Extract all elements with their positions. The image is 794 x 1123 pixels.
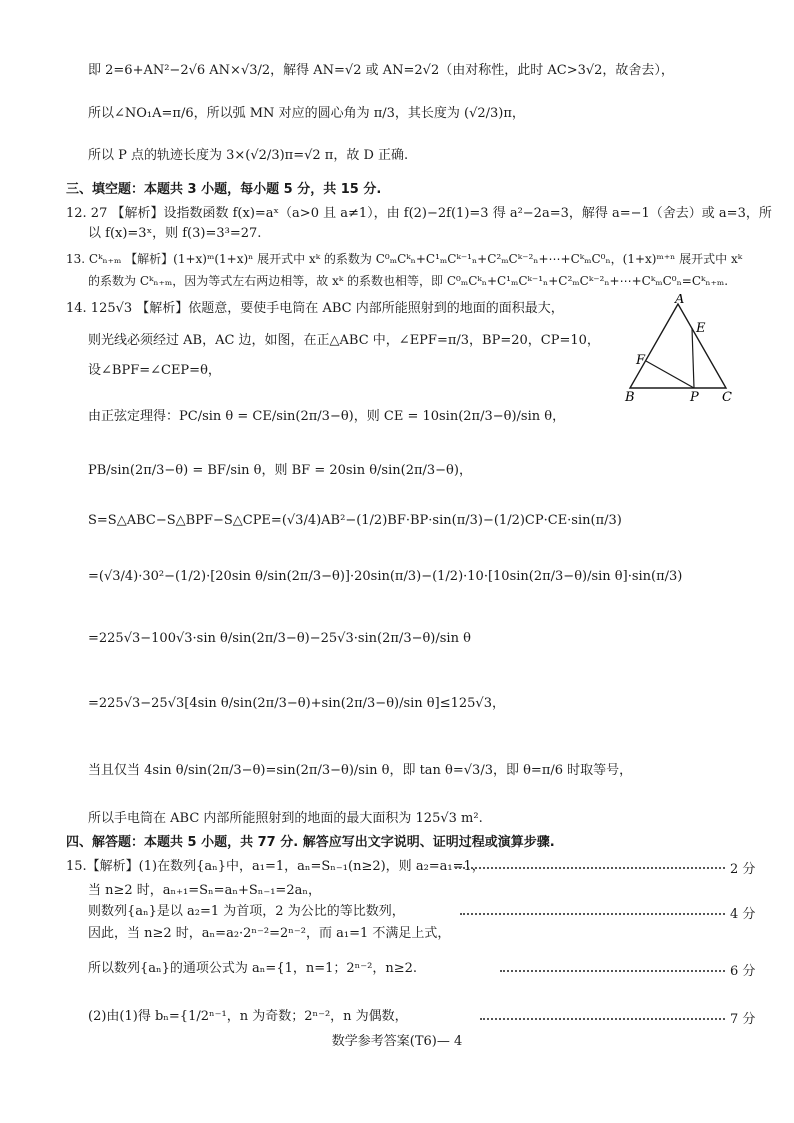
text-line: =225√3−25√3[4sin θ/sin(2π/3−θ)+sin(2π/3−θ)/sin θ]≤125√3，: [88, 696, 505, 711]
text-line: 的系数为 Cᵏₙ₊ₘ，因为等式左右两边相等，故 xᵏ 的系数也相等，即 C⁰ₘCᵏₙ+C¹ₘCᵏ⁻¹ₙ+C²ₘCᵏ⁻²ₙ+⋯+CᵏₘC⁰ₙ=Cᵏₙ₊ₘ.: [88, 274, 729, 288]
text-line: 所以∠NO₁A=π/6，所以弧 MN 对应的圆心角为 π/3，其长度为 (√2/3)π，: [88, 106, 525, 121]
text-line: 设∠BPF=∠CEP=θ，: [88, 363, 221, 378]
dotted-leader: [460, 913, 725, 915]
segment-pe: [692, 328, 694, 388]
dotted-leader: [455, 867, 725, 869]
text-line: 所以数列{aₙ}的通项公式为 aₙ={1，n=1；2ⁿ⁻²，n≥2.: [88, 961, 418, 976]
dotted-leader: [500, 970, 725, 972]
text-line: 则数列{aₙ}是以 a₂=1 为首项，2 为公比的等比数列，: [88, 904, 405, 919]
triangle-abc: [630, 304, 726, 388]
page-footer: 数学参考答案(T6)— 4: [331, 1034, 463, 1049]
text-line: 所以 P 点的轨迹长度为 3×(√2/3)π=√2 π，故 D 正确.: [88, 148, 409, 163]
section-heading: 三、填空题：本题共 3 小题，每小题 5 分，共 15 分.: [66, 182, 382, 197]
score-label: 2 分: [730, 862, 756, 877]
text-line: 即 2=6+AN²−2√6 AN×√3/2，解得 AN=√2 或 AN=2√2（由对称性，此时 AC>3√2，故舍去），: [88, 63, 674, 78]
section-heading: 四、解答题：本题共 5 小题，共 77 分. 解答应写出文字说明、证明过程或演算步骤.: [66, 835, 555, 850]
label-p: P: [690, 390, 699, 405]
text-line: S=S△ABC−S△BPF−S△CPE=(√3/4)AB²−(1/2)BF·BP·sin(π/3)−(1/2)CP·CE·sin(π/3): [88, 513, 622, 528]
text-line: 13. Cᵏₙ₊ₘ 【解析】(1+x)ᵐ(1+x)ⁿ 展开式中 xᵏ 的系数为 C⁰ₘCᵏₙ+C¹ₘCᵏ⁻¹ₙ+C²ₘCᵏ⁻²ₙ+⋯+CᵏₘC⁰ₙ，(1+x)ᵐ⁺ⁿ 展开式中 xᵏ: [66, 252, 743, 266]
label-a: A: [675, 294, 685, 307]
text-line: 以 f(x)=3ˣ，则 f(3)=3³=27.: [88, 226, 262, 241]
text-line: 14. 125√3 【解析】依题意，要使手电筒在 ABC 内部所能照射到的地面的面积最大，: [66, 301, 564, 316]
text-line: 由正弦定理得：PC/sin θ = CE/sin(2π/3−θ)，则 CE = 10sin(2π/3−θ)/sin θ，: [88, 409, 566, 424]
text-line: =225√3−100√3·sin θ/sin(2π/3−θ)−25√3·sin(2π/3−θ)/sin θ: [88, 631, 471, 646]
label-c: C: [722, 390, 732, 405]
text-line: 12. 27 【解析】设指数函数 f(x)=aˣ（a>0 且 a≠1），由 f(2)−2f(1)=3 得 a²−2a=3，解得 a=−1（舍去）或 a=3，所: [66, 206, 772, 221]
segment-pf: [646, 361, 694, 388]
score-label: 6 分: [730, 964, 756, 979]
text-line: 当且仅当 4sin θ/sin(2π/3−θ)=sin(2π/3−θ)/sin θ，即 tan θ=√3/3，即 θ=π/6 时取等号，: [88, 763, 633, 778]
score-label: 4 分: [730, 907, 756, 922]
text-line: PB/sin(2π/3−θ) = BF/sin θ，则 BF = 20sin θ/sin(2π/3−θ)，: [88, 463, 472, 478]
label-f: F: [636, 353, 646, 368]
label-b: B: [625, 390, 635, 405]
text-line: 则光线必须经过 AB，AC 边，如图，在正△ABC 中，∠EPF=π/3，BP=20，CP=10，: [88, 333, 600, 348]
text-line: =(√3/4)·30²−(1/2)·[20sin θ/sin(2π/3−θ)]·20sin(π/3)−(1/2)·10·[10sin(2π/3−θ)/sin θ]·sin(π/3): [88, 569, 683, 584]
text-line: 因此，当 n≥2 时，aₙ=a₂·2ⁿ⁻²=2ⁿ⁻²，而 a₁=1 不满足上式，: [88, 926, 451, 941]
text-line: 当 n≥2 时，aₙ₊₁=Sₙ=aₙ+Sₙ₋₁=2aₙ，: [88, 883, 321, 898]
text-line: 所以手电筒在 ABC 内部所能照射到的地面的最大面积为 125√3 m².: [88, 811, 483, 826]
score-label: 7 分: [730, 1012, 756, 1027]
text-line: 15.【解析】(1)在数列{aₙ}中，a₁=1，aₙ=Sₙ₋₁(n≥2)，则 a₂=a₁=1，: [66, 859, 485, 874]
text-line: (2)由(1)得 bₙ={1/2ⁿ⁻¹，n 为奇数；2ⁿ⁻²，n 为偶数，: [88, 1009, 408, 1024]
triangle-figure: [618, 294, 758, 406]
label-e: E: [696, 321, 706, 336]
dotted-leader: [480, 1018, 725, 1020]
